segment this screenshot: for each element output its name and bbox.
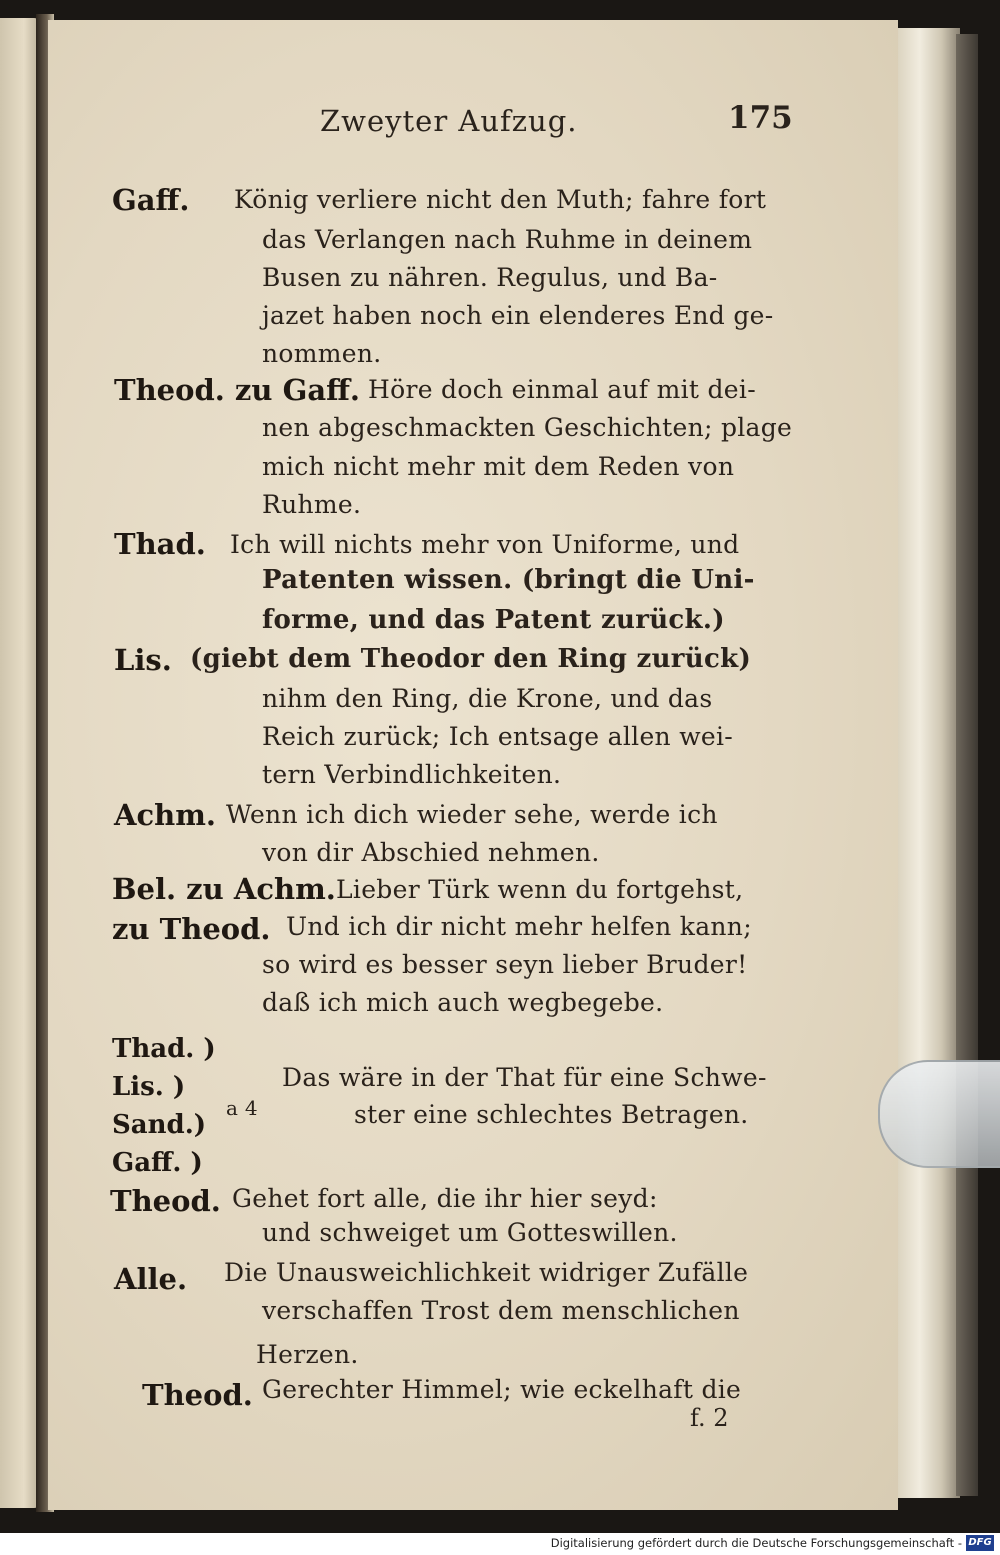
text-line: nen abgeschmackten Geschichten; plage <box>262 413 793 442</box>
stage-direction: (giebt dem Theodor den Ring zurück) <box>190 644 752 674</box>
ensemble-name: Sand.) <box>112 1110 207 1140</box>
text-line: Ruhme. <box>262 490 362 519</box>
text-line: nommen. <box>262 339 382 368</box>
text-line: Höre doch einmal auf mit dei- <box>368 375 756 404</box>
text-line: Die Unausweichlichkeit widriger Zufälle <box>224 1258 749 1287</box>
book-cover-edge <box>956 34 978 1496</box>
dfg-logo: DFG <box>966 1535 994 1551</box>
page-fore-edge <box>898 28 960 1498</box>
speaker-name: Theod. zu Gaff. <box>114 373 361 407</box>
speaker-name: Achm. <box>114 798 217 832</box>
text-line: das Verlangen nach Ruhme in deinem <box>262 225 753 254</box>
text-line: verschaffen Trost dem menschlichen <box>262 1296 740 1325</box>
text-line: Und ich dir nicht mehr helfen kann; <box>286 912 752 941</box>
text-line: ster eine schlechtes Betragen. <box>354 1100 749 1129</box>
speaker-name: Gaff. <box>112 183 190 217</box>
text-line: Wenn ich dich wieder sehe, werde ich <box>226 800 718 829</box>
text-line: Busen zu nähren. Regulus, und Ba- <box>262 263 718 292</box>
catchword: f. 2 <box>690 1404 729 1432</box>
text-line: jazet haben noch ein elenderes End ge- <box>262 301 774 330</box>
ensemble-name: Thad. ) <box>112 1034 216 1064</box>
text-line: daß ich mich auch wegbegebe. <box>262 988 664 1017</box>
footer-bar <box>0 1533 1000 1555</box>
text-line: von dir Abschied nehmen. <box>262 838 600 867</box>
text-line: Lieber Türk wenn du fortgehst, <box>336 875 744 904</box>
stage-direction: forme, und das Patent zurück.) <box>262 605 725 635</box>
speaker-name: Lis. <box>114 643 172 677</box>
text-line: Gehet fort alle, die ihr hier seyd: <box>232 1184 658 1213</box>
ensemble-marker: a 4 <box>226 1096 258 1120</box>
text-line: mich nicht mehr mit dem Reden von <box>262 452 735 481</box>
text-line: Herzen. <box>256 1340 359 1369</box>
speaker-name: zu Theod. <box>112 912 271 946</box>
text-line: und schweiget um Gotteswillen. <box>262 1218 678 1247</box>
speaker-name: Theod. <box>110 1184 221 1218</box>
text-line: Patenten wissen. (bringt die Uni- <box>262 565 755 595</box>
ensemble-name: Lis. ) <box>112 1072 186 1102</box>
text-line: so wird es besser seyn lieber Bruder! <box>262 950 748 979</box>
page-clip <box>878 1060 1000 1168</box>
facing-page-edge <box>0 18 40 1508</box>
funding-notice: Digitalisierung gefördert durch die Deutsche Forschungsgemeinschaft - <box>550 1536 962 1550</box>
text-line: Ich will nichts mehr von Uniforme, und <box>230 530 740 559</box>
speaker-name: Theod. <box>142 1378 253 1412</box>
text-line: Gerechter Himmel; wie eckelhaft die <box>262 1375 742 1404</box>
text-line: Das wäre in der That für eine Schwe- <box>282 1063 767 1092</box>
ensemble-name: Gaff. ) <box>112 1148 203 1178</box>
speaker-name: Thad. <box>114 527 206 561</box>
text-line: König verliere nicht den Muth; fahre fort <box>234 185 767 214</box>
running-title: Zweyter Aufzug. <box>320 104 578 138</box>
text-line: tern Verbindlichkeiten. <box>262 760 562 789</box>
speaker-name: Bel. zu Achm. <box>112 872 336 906</box>
text-line: Reich zurück; Ich entsage allen wei- <box>262 722 734 751</box>
speaker-name: Alle. <box>114 1262 188 1296</box>
page-number: 175 <box>728 100 793 136</box>
text-line: nihm den Ring, die Krone, und das <box>262 684 713 713</box>
